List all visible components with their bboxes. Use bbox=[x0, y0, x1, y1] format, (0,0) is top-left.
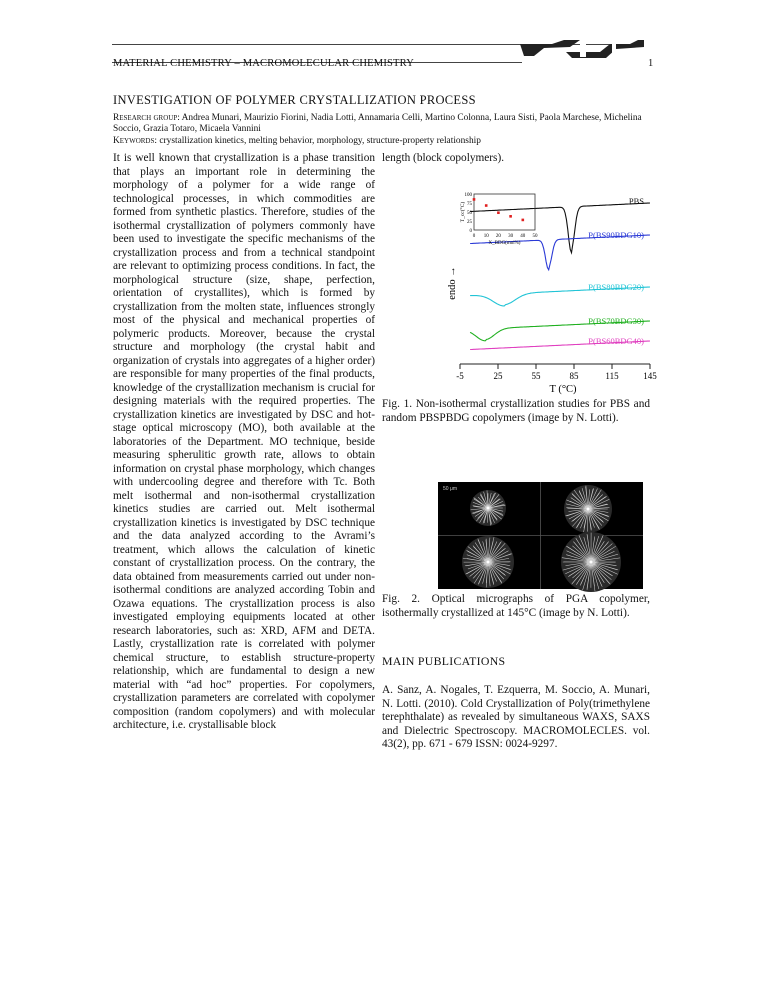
x-tick-label: 145 bbox=[643, 371, 657, 381]
inset-data-point bbox=[497, 211, 500, 214]
x-tick-label: 25 bbox=[493, 371, 503, 381]
research-group-label: Research group bbox=[113, 113, 178, 123]
spherulite-nucleus bbox=[590, 561, 593, 564]
series-label: P(BS80BDG20) bbox=[588, 282, 644, 292]
keywords-line: Keywords: crystallization kinetics, melting behavior, morphology, structure-property relationship bbox=[113, 135, 481, 146]
inset-data-point bbox=[485, 204, 488, 207]
inset-y-tick-label: 0 bbox=[469, 229, 472, 234]
figure-1-dsc-chart bbox=[382, 188, 657, 395]
publications-heading: MAIN PUBLICATIONS bbox=[382, 654, 506, 668]
inset-y-tick-label: 25 bbox=[467, 220, 472, 225]
inset-data-point bbox=[473, 198, 476, 201]
inset-x-tick-label: 30 bbox=[508, 234, 514, 239]
body-text-right: length (block copolymers). bbox=[382, 152, 505, 164]
inset-y-tick-label: 100 bbox=[464, 193, 472, 198]
x-tick-label: 55 bbox=[531, 371, 541, 381]
x-tick-label: 85 bbox=[569, 371, 579, 381]
y-axis-label: endo → bbox=[447, 266, 458, 300]
keywords-label: Keywords bbox=[113, 135, 155, 146]
research-group-line: Research group: Andrea Munari, Maurizio Fiorini, Nadia Lotti, Annamaria Celli, Martino Colonna, Laura Sisti, Paola Marchese, Michelina Soccio, Grazia Totaro, Micaela Vannini bbox=[113, 113, 642, 135]
inset-data-point bbox=[509, 215, 512, 218]
series-label: P(BS70BDG30) bbox=[588, 316, 644, 326]
figure-2-caption: Fig. 2. Optical micrographs of PGA copolymer, isothermally crystallized at 145°C (image by N. Lotti). bbox=[382, 593, 650, 619]
inset-data-point bbox=[522, 219, 525, 222]
publication-1: A. Sanz, A. Nogales, T. Ezquerra, M. Soccio, A. Munari, N. Lotti. (2010). Cold Crystallization of Poly(trimethylene terephthalate) as revealed by simultaneous WAXS, SAXS and Dielectric Spectroscopy. MACROMOLECLES. vol. 43(2), pp. 671 - 679 ISSN: 0024-9297. bbox=[382, 684, 650, 750]
body-text-left: It is well known that crystallization is a phase transition that plays an important role in determining the morphology of a polymer for a wide range of technological processes, in which commodities are formed from synthetic plastics. Therefore, studies of the isothermal crystallization of polymers commonly have been used to investigate the specific mechanisms of the crystallization process and from a technical standpoint are relevant to optimizing process conditions. In fact, the morphological structure (size, shape, perfection, orientation of crystallites), which is formed by crystallization from the molten state, influences strongly most of the physical and mechanical properties of polymeric products. Moreover, because the crystal structure and morphology (the crystal habit and organization of crystals into aggregates of a higher order) are responsible for many properties of the final products, knowledge of the crystallization mechanism is crucial for designing materials with the required properties. The crystallization kinetics are investigated by DSC and hot-stage optical microscopy (MO), both available at the laboratories of the Department. MO technique, beside measuring spherulitic growth rate, allows to obtain information on crystal phase morphology, which changes with undercooling degree and therefore with Tc. Both melt isothermal and non-isothermal crystallization kinetics studies are carried out. Melt isothermal crystallization kinetics is investigated by DSC technique and the data analyzed according to the Avrami’s treatment, which allows the calculation of kinetic constant of crystallization process. On the contrary, the data obtained from measurements carried out under non-isothermal conditions are analyzed according Tobin and Ozawa equations. The crystallization process is also investigated employing equipments located at other research laboratories, such as: XRD, AFM and DETA. Lastly, crystallization rate is correlated with polymer chemical structure, to establish structure-property relationship, which are fundamental to design a new material with “ad hoc” properties. For copolymers, crystallization parameters are correlated with copolymer composition (random copolymers) and with molecular architecture, i.e. crystallisable block bbox=[113, 152, 375, 731]
x-tick-label: 115 bbox=[605, 371, 619, 381]
spherulite-nucleus bbox=[587, 508, 590, 511]
inset-y-tick-label: 75 bbox=[467, 202, 472, 207]
inset-x-tick-label: 0 bbox=[472, 234, 476, 239]
inset-x-tick-label: 20 bbox=[495, 234, 501, 239]
inset-x-axis-label: X_BDG(mol%) bbox=[488, 241, 521, 246]
keywords-text: crystallization kinetics, melting behavior, morphology, structure-property relationship bbox=[159, 135, 481, 146]
research-group-names: Andrea Munari, Maurizio Fiorini, Nadia Lotti, Annamaria Celli, Martino Colonna, Laura Sisti, Paola Marchese, Michelina Soccio, Grazia Totaro, Micaela Vannini bbox=[113, 113, 642, 135]
figure-2-micrographs bbox=[438, 482, 643, 589]
x-tick-label: -5 bbox=[456, 371, 464, 381]
spherulite-nucleus bbox=[487, 561, 490, 564]
page-number: 1 bbox=[648, 58, 654, 69]
inset-x-tick-label: 40 bbox=[520, 234, 526, 239]
scale-bar-label: 50 μm bbox=[443, 486, 457, 492]
running-title: MATERIAL CHEMISTRY – MACROMOLECULAR CHEMISTRY bbox=[113, 58, 415, 69]
header-logo bbox=[520, 38, 644, 60]
article-meta bbox=[113, 113, 653, 147]
inset-x-tick-label: 10 bbox=[483, 234, 489, 239]
series-label: P(BS60BDG40) bbox=[588, 336, 644, 346]
figure-1-caption: Fig. 1. Non-isothermal crystallization studies for PBS and random PBSPBDG copolymers (image by N. Lotti). bbox=[382, 398, 650, 424]
x-axis-label: T (°C) bbox=[549, 384, 577, 395]
inset-y-tick-label: 50 bbox=[467, 211, 472, 216]
inset-frame bbox=[474, 194, 535, 230]
article-title: INVESTIGATION OF POLYMER CRYSTALLIZATION PROCESS bbox=[113, 93, 476, 107]
inset-x-tick-label: 50 bbox=[532, 234, 538, 239]
series-label: P(BS90BDG10) bbox=[588, 230, 644, 240]
series-label: PBS bbox=[628, 196, 644, 206]
inset-y-axis-label: T_cc(°C) bbox=[460, 201, 466, 223]
spherulite-nucleus bbox=[487, 507, 490, 510]
